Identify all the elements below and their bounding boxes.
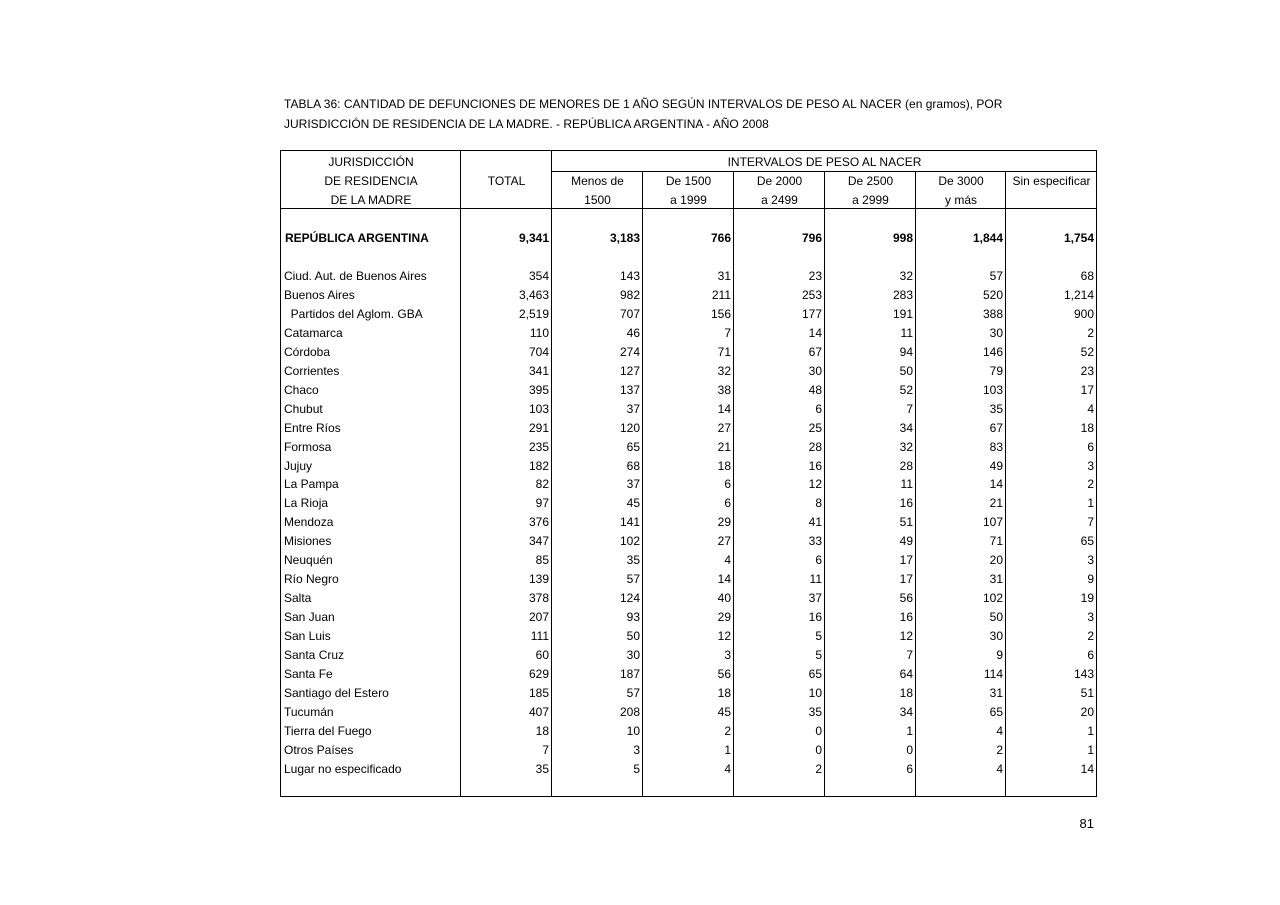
table-row-name: Entre Ríos [284, 420, 341, 435]
table-row-value: 51 [1080, 685, 1094, 700]
table-row-value: 50 [989, 610, 1003, 625]
table-row-value: 16 [808, 458, 822, 473]
table-row-value: 65 [1080, 534, 1094, 549]
table-row-value: 65 [808, 666, 822, 681]
table-row-value: 1 [1087, 742, 1094, 757]
header-interval-col: De 2000 [756, 174, 803, 188]
table-row-name: Jujuy [284, 458, 313, 473]
table-row-value: 110 [529, 325, 549, 340]
table-row-value: 982 [619, 287, 640, 302]
table-row-value: 12 [899, 629, 913, 644]
table-row-value: 0 [815, 723, 822, 738]
table-row-value: 341 [528, 363, 549, 378]
table-row-value: 6 [724, 477, 731, 492]
table-row-value: 182 [528, 458, 549, 473]
table-row-name: Otros Países [284, 742, 354, 757]
header-jurisdiccion-line: DE LA MADRE [330, 193, 412, 207]
table-row-value: 111 [530, 629, 549, 644]
summary-row-value: 766 [710, 231, 731, 245]
table-row-value: 156 [710, 306, 731, 321]
header-intervalos: INTERVALOS DE PESO AL NACER [727, 155, 922, 169]
table-row-value: 27 [717, 534, 731, 549]
table-row-value: 5 [815, 629, 822, 644]
table-row-value: 707 [619, 306, 640, 321]
header-interval-col: 1500 [584, 193, 611, 207]
table-row-value: 40 [717, 591, 731, 606]
table-row-name: La Pampa [284, 477, 339, 492]
table-row-value: 3 [633, 742, 640, 757]
table-row-value: 187 [619, 666, 640, 681]
table-row-value: 34 [899, 420, 913, 435]
table-row-value: 146 [982, 344, 1003, 359]
table-row-value: 14 [1080, 761, 1094, 776]
table-row-value: 52 [1080, 344, 1094, 359]
table-row-value: 2 [1087, 477, 1094, 492]
table-row-value: 18 [717, 458, 731, 473]
table-row-value: 143 [1073, 666, 1094, 681]
table-row-value: 103 [982, 382, 1003, 397]
table-row-value: 48 [808, 382, 822, 397]
table-row-name: Buenos Aires [284, 287, 355, 302]
table-row-value: 83 [989, 439, 1003, 454]
table-row-value: 18 [717, 685, 731, 700]
table-row-value: 31 [717, 269, 731, 283]
table-row-value: 127 [619, 363, 640, 378]
table-row-value: 14 [808, 325, 822, 340]
table-row-value: 19 [1080, 591, 1094, 606]
table-row-value: 18 [1080, 420, 1094, 435]
table-row-name: Santa Fe [284, 666, 333, 681]
table-row-value: 103 [528, 401, 549, 416]
table-row-value: 25 [808, 420, 822, 435]
table-row-value: 12 [808, 477, 822, 492]
table-row-value: 1 [906, 723, 913, 738]
table-row-value: 32 [899, 439, 913, 454]
table-row-name: Chaco [284, 382, 319, 397]
table-row-value: 1 [724, 742, 731, 757]
table-row-value: 2 [996, 742, 1003, 757]
table-row-value: 17 [899, 572, 913, 587]
table-row-name: Formosa [284, 439, 332, 454]
table-row-value: 191 [892, 306, 913, 321]
table-title-line-2: JURISDICCIÓN DE RESIDENCIA DE LA MADRE. - REPÚBLICA ARGENTINA - AÑO 2008 [284, 117, 769, 131]
table-row-value: 57 [989, 269, 1003, 283]
table-row-value: 6 [815, 553, 822, 568]
summary-row-value: 9,341 [518, 231, 549, 245]
table-row-value: 139 [528, 572, 549, 587]
table-row-value: 29 [717, 610, 731, 625]
header-jurisdiccion-line: DE RESIDENCIA [324, 174, 418, 188]
table-row-name: Chubut [284, 401, 323, 416]
table-row-value: 2 [815, 761, 822, 776]
table-row-value: 7 [724, 325, 731, 340]
table-row-value: 177 [801, 306, 822, 321]
table-row-name: Neuquén [284, 553, 333, 568]
table-row-value: 1,214 [1063, 287, 1094, 302]
table-row-value: 7 [542, 742, 549, 757]
table-row-value: 97 [535, 496, 549, 511]
table-row-name: Ciud. Aut. de Buenos Aires [284, 269, 427, 283]
table-row-value: 7 [1087, 515, 1094, 530]
table-row-value: 28 [899, 458, 913, 473]
header-interval-col: Sin especificar [1012, 174, 1091, 188]
table-row-value: 5 [633, 761, 640, 776]
table-row-value: 2,519 [518, 306, 549, 321]
table-row-name: Mendoza [284, 515, 334, 530]
table-row-value: 407 [528, 704, 549, 719]
table-title-line-1: TABLA 36: CANTIDAD DE DEFUNCIONES DE MENORES DE 1 AÑO SEGÚN INTERVALOS DE PESO AL NACER (en gramos), POR [284, 97, 1003, 111]
table-row-value: 33 [808, 534, 822, 549]
table-row-value: 3 [724, 648, 731, 662]
table-row-value: 6 [1087, 648, 1094, 662]
table-row-name: La Rioja [284, 496, 329, 511]
summary-row-name: REPÚBLICA ARGENTINA [285, 231, 429, 245]
header-interval-col: a 2499 [761, 193, 798, 207]
table-row-value: 120 [619, 420, 640, 435]
table-row-value: 7 [906, 401, 913, 416]
table-row-value: 41 [808, 515, 822, 530]
table-row-value: 30 [626, 648, 640, 662]
table-row-value: 94 [899, 344, 913, 359]
table-row-value: 235 [528, 439, 549, 454]
table-row-name: Misiones [284, 534, 332, 549]
table-row-value: 11 [809, 572, 822, 587]
header-interval-col: De 2500 [847, 174, 894, 188]
table-row-value: 20 [989, 553, 1003, 568]
table-row-value: 4 [724, 761, 731, 776]
table-row-value: 124 [619, 591, 640, 606]
table-row-value: 67 [989, 420, 1003, 435]
table-row-value: 8 [815, 496, 822, 511]
table-row-value: 2 [1087, 629, 1094, 644]
table-row-value: 68 [1080, 269, 1094, 283]
table-row-value: 137 [619, 382, 640, 397]
table-row-name: San Juan [284, 610, 335, 625]
table-row-value: 704 [528, 344, 549, 359]
table-row-name: Partidos del Aglom. GBA [284, 306, 423, 321]
table-row-value: 14 [717, 401, 731, 416]
table-row-value: 50 [899, 363, 913, 378]
table-row-value: 114 [983, 666, 1003, 681]
data-table [280, 150, 1097, 797]
table-row-name: San Luis [284, 629, 331, 644]
table-row-value: 4 [996, 723, 1003, 738]
summary-row-value: 1,844 [972, 231, 1003, 245]
table-row-value: 6 [906, 761, 913, 776]
table-row-value: 85 [535, 553, 549, 568]
table-row-value: 3 [1087, 458, 1094, 473]
table-row-value: 253 [801, 287, 822, 302]
table-row-value: 185 [528, 685, 549, 700]
table-row-value: 37 [626, 477, 640, 492]
table-row-value: 35 [626, 553, 640, 568]
page-number: 81 [1079, 816, 1094, 831]
table-row-value: 14 [989, 477, 1003, 492]
table-row-value: 65 [989, 704, 1003, 719]
table-row-value: 16 [899, 496, 913, 511]
table-row-value: 1 [1087, 723, 1094, 738]
table-row-value: 141 [619, 515, 640, 530]
table-row-name: Tucumán [284, 704, 334, 719]
table-row-value: 32 [899, 269, 913, 283]
table-row-value: 3,463 [518, 287, 549, 302]
table-row-value: 18 [535, 723, 549, 738]
table-row-value: 6 [724, 496, 731, 511]
header-interval-col: De 3000 [938, 174, 984, 188]
table-row-value: 283 [892, 287, 913, 302]
table-row-name: Córdoba [284, 344, 331, 359]
header-interval-col: a 2999 [852, 193, 889, 207]
table-row-value: 45 [626, 496, 640, 511]
table-row-value: 45 [717, 704, 731, 719]
table-row-value: 31 [989, 572, 1003, 587]
table-row-value: 207 [528, 610, 549, 625]
table-row-value: 354 [528, 269, 549, 283]
table-row-value: 35 [989, 401, 1003, 416]
table-row-value: 11 [900, 325, 913, 340]
table-row-value: 31 [989, 685, 1003, 700]
table-row-value: 56 [899, 591, 913, 606]
table-row-value: 51 [899, 515, 913, 530]
table-row-value: 79 [989, 363, 1003, 378]
table-row-name: Salta [284, 591, 312, 606]
table-row-value: 11 [900, 477, 913, 492]
table-row-value: 52 [899, 382, 913, 397]
table-row-value: 30 [989, 325, 1003, 340]
table-row-value: 16 [899, 610, 913, 625]
table-row-value: 18 [899, 685, 913, 700]
table-row-value: 46 [626, 325, 640, 340]
table-row-value: 30 [808, 363, 822, 378]
table-row-value: 102 [982, 591, 1003, 606]
table-row-value: 28 [808, 439, 822, 454]
table-row-value: 20 [1080, 704, 1094, 719]
table-title [284, 94, 1104, 134]
table-row-value: 4 [1087, 401, 1094, 416]
table-row-value: 82 [535, 477, 549, 492]
table-row-value: 208 [619, 704, 640, 719]
table-row-name: Tierra del Fuego [284, 723, 372, 738]
table-row-value: 7 [906, 648, 913, 662]
table-row-value: 56 [717, 666, 731, 681]
table-row-value: 520 [982, 287, 1003, 302]
table-row-value: 3 [1087, 610, 1094, 625]
table-row-value: 274 [619, 344, 640, 359]
table-row-value: 388 [982, 306, 1003, 321]
table-row-value: 27 [717, 420, 731, 435]
table-row-value: 32 [717, 363, 731, 378]
table-row-value: 0 [906, 742, 913, 757]
table-row-value: 50 [626, 629, 640, 644]
table-row-value: 143 [619, 269, 640, 283]
table-row-value: 37 [808, 591, 822, 606]
table-row-value: 4 [996, 761, 1003, 776]
table-row-value: 71 [717, 344, 731, 359]
header-interval-col: y más [944, 193, 977, 207]
header-interval-col: a 1999 [670, 193, 707, 207]
table-row-value: 57 [626, 685, 640, 700]
table-row-value: 376 [528, 515, 549, 530]
table-row-value: 211 [711, 287, 731, 302]
table-row-value: 6 [815, 401, 822, 416]
table-row-value: 35 [808, 704, 822, 719]
table-row-value: 17 [899, 553, 913, 568]
header-interval-col: De 1500 [665, 174, 712, 188]
table-row-value: 49 [899, 534, 913, 549]
table-row-value: 4 [724, 553, 731, 568]
header-interval-col: Menos de [571, 174, 624, 188]
table-row-value: 0 [815, 742, 822, 757]
summary-row-value: 998 [892, 231, 913, 245]
table-row-value: 9 [996, 648, 1003, 662]
table-row-value: 16 [808, 610, 822, 625]
table-row-value: 6 [1087, 439, 1094, 454]
table-row-value: 291 [528, 420, 549, 435]
table-row-value: 21 [989, 496, 1003, 511]
table-row-value: 21 [717, 439, 731, 454]
table-row-value: 71 [989, 534, 1003, 549]
table-row-value: 30 [989, 629, 1003, 644]
table-row-value: 23 [808, 269, 822, 283]
table-row-value: 93 [626, 610, 640, 625]
summary-row-value: 796 [801, 231, 822, 245]
summary-row-value: 1,754 [1063, 231, 1094, 245]
table-row-value: 23 [1080, 363, 1094, 378]
table-row-value: 49 [989, 458, 1003, 473]
table-row-name: Río Negro [284, 572, 339, 587]
table-row-value: 5 [815, 648, 822, 662]
table-row-value: 29 [717, 515, 731, 530]
table-row-value: 37 [626, 401, 640, 416]
header-total: TOTAL [487, 174, 526, 188]
table-row-value: 60 [535, 648, 549, 662]
table-row-name: Corrientes [284, 363, 340, 378]
table-row-value: 9 [1087, 572, 1094, 587]
table-row-value: 64 [899, 666, 913, 681]
table-row-value: 35 [535, 761, 549, 776]
table-row-value: 38 [717, 382, 731, 397]
table-row-name: Santa Cruz [284, 648, 345, 662]
table-row-value: 107 [982, 515, 1003, 530]
table-row-value: 68 [626, 458, 640, 473]
table-row-value: 378 [528, 591, 549, 606]
table-row-name: Lugar no especificado [284, 761, 402, 776]
table-row-value: 2 [1087, 325, 1094, 340]
table-row-value: 102 [619, 534, 640, 549]
table-row-value: 34 [899, 704, 913, 719]
table-row-value: 2 [724, 723, 731, 738]
table-row-value: 10 [808, 685, 822, 700]
table-row-value: 65 [626, 439, 640, 454]
table-row-name: Santiago del Estero [284, 685, 389, 700]
table-row-value: 395 [528, 382, 549, 397]
summary-row-value: 3,183 [609, 231, 640, 245]
table-row-value: 629 [528, 666, 549, 681]
table-row-name: Catamarca [284, 325, 343, 340]
table-row-value: 347 [528, 534, 549, 549]
table-row-value: 900 [1073, 306, 1094, 321]
table-row-value: 12 [717, 629, 731, 644]
table-row-value: 17 [1080, 382, 1094, 397]
table-row-value: 57 [626, 572, 640, 587]
table-row-value: 1 [1087, 496, 1094, 511]
table-row-value: 10 [626, 723, 640, 738]
table-row-value: 14 [717, 572, 731, 587]
header-jurisdiccion-line: JURISDICCIÓN [328, 155, 414, 169]
table-row-value: 3 [1087, 553, 1094, 568]
table-row-value: 67 [808, 344, 822, 359]
